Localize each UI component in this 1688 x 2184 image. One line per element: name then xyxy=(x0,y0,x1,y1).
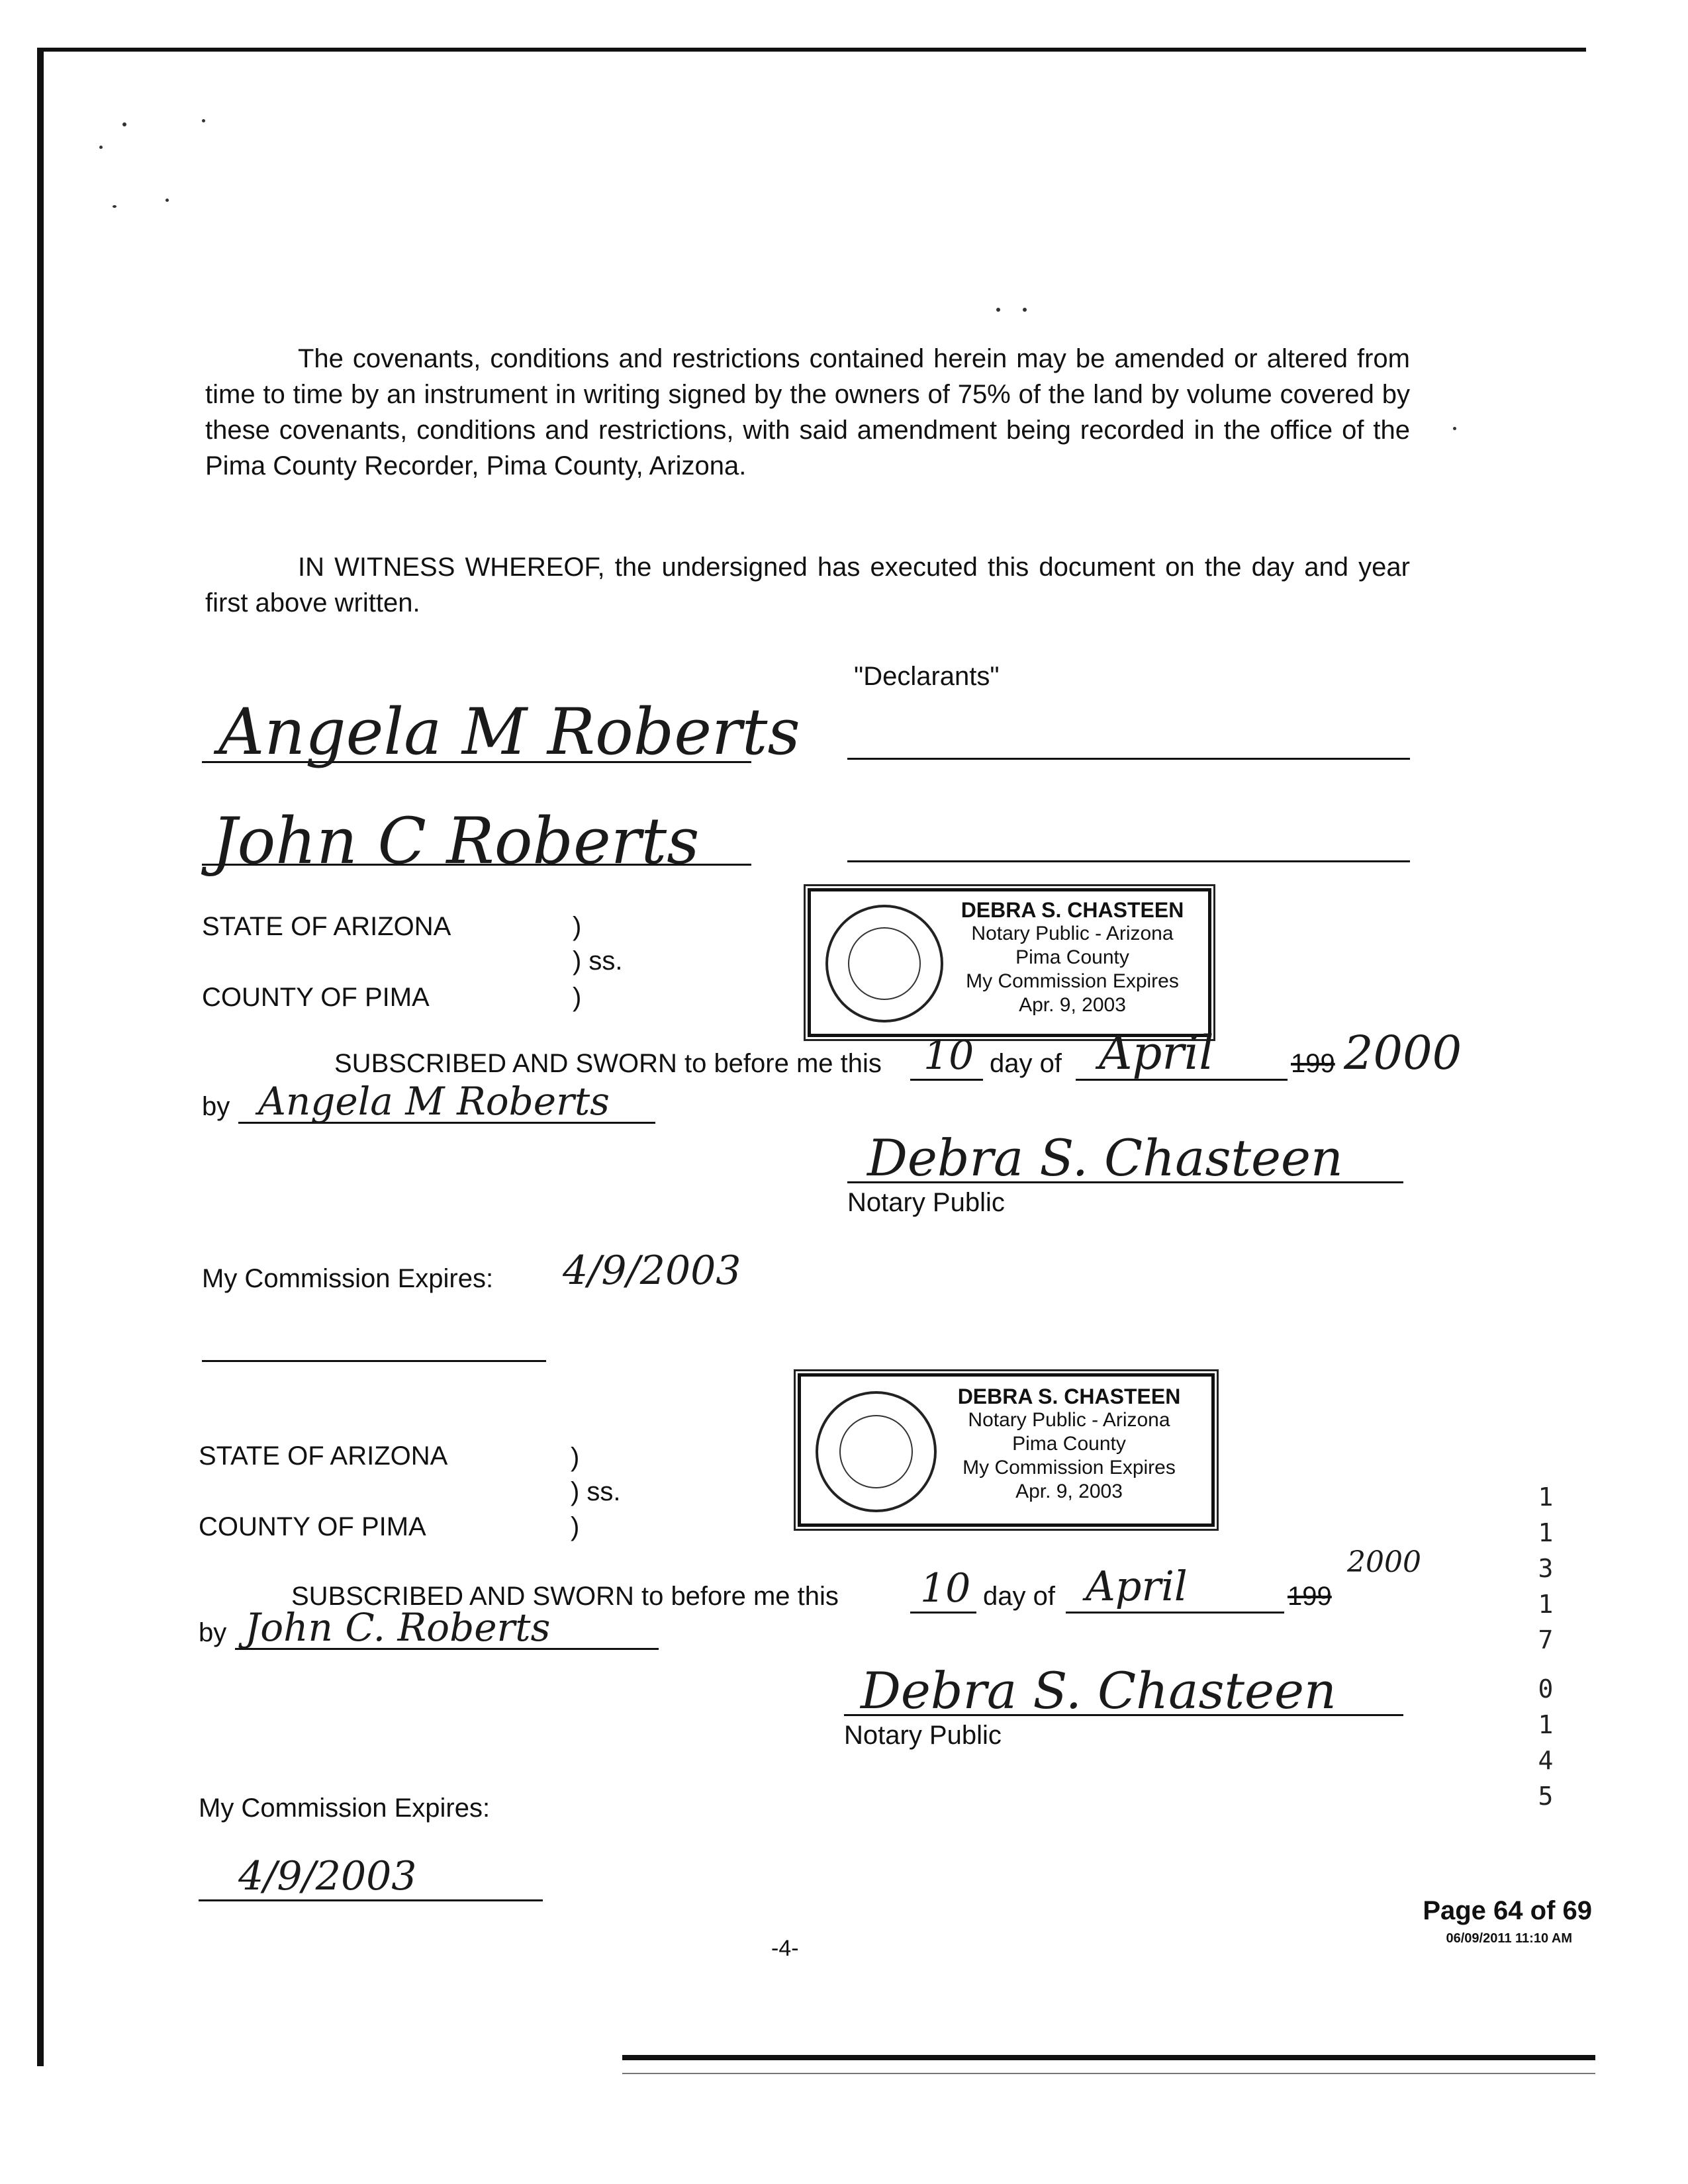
recording-number: 1 1 3 1 7 0 1 4 5 xyxy=(1538,1482,1554,1811)
separator-line xyxy=(202,1360,546,1362)
notary-public-label: Notary Public xyxy=(847,1188,1005,1217)
signature-line-blank xyxy=(847,860,1410,862)
by-label: by xyxy=(199,1618,227,1647)
county-label: COUNTY OF PIMA xyxy=(199,1512,426,1541)
commission-label: My Commission Expires: xyxy=(199,1794,491,1823)
amendment-paragraph: The covenants, conditions and restrictions contained herein may be amended or altered from time to time by an instrument in writing signed by the owners of 75% of the land by volume covered by these covenants, conditions and restrictions, with said amendment being recorded in the office of the Pima County Recorder, Pima County, Arizona. xyxy=(205,344,1410,480)
day-of-label: day of xyxy=(990,1049,1062,1078)
month-value: April xyxy=(1099,1026,1214,1080)
commission-label: My Commission Expires: xyxy=(202,1264,494,1293)
signature-angela-roberts: Angela M Roberts xyxy=(218,695,800,769)
stamp-text: DEBRA S. CHASTEEN Notary Public - Arizona Pima County My Commission Expires Apr. 9, 2003 xyxy=(957,1385,1181,1502)
state-label: STATE OF ARIZONA xyxy=(199,1441,448,1471)
declarants-label: "Declarants" xyxy=(854,662,1000,691)
notary-stamp xyxy=(808,888,1211,1037)
day-value: 10 xyxy=(920,1565,971,1612)
page-border-bottom-thin xyxy=(622,2073,1595,2074)
scan-speck xyxy=(113,205,117,208)
bracket: ) xyxy=(573,983,582,1012)
bracket: ) xyxy=(573,912,582,941)
notary-stamp xyxy=(798,1373,1215,1527)
sworn-text: SUBSCRIBED AND SWORN to before me this xyxy=(334,1049,882,1078)
scan-speck xyxy=(99,146,103,149)
page-border-left xyxy=(37,48,44,2066)
bracket: ) xyxy=(571,1512,580,1541)
signature-john-roberts: John C Roberts xyxy=(212,804,700,878)
notary-signature: Debra S. Chasteen xyxy=(867,1128,1343,1187)
commission-value: 4/9/2003 xyxy=(563,1248,741,1294)
commission-value: 4/9/2003 xyxy=(238,1853,417,1899)
witness-paragraph: IN WITNESS WHEREOF, the undersigned has executed this document on the day and year first above written. xyxy=(205,553,1410,617)
bracket: ) xyxy=(571,1443,580,1472)
ss-label: ) ss. xyxy=(573,946,623,976)
by-value: John C. Roberts xyxy=(245,1605,551,1650)
signature-line-blank xyxy=(847,758,1410,760)
sworn-text: SUBSCRIBED AND SWORN to before me this xyxy=(291,1582,839,1611)
scan-speck xyxy=(1453,427,1456,430)
scan-speck xyxy=(122,122,126,126)
day-value: 10 xyxy=(923,1032,974,1079)
page-of-label: Page 64 of 69 xyxy=(1423,1896,1592,1925)
by-value: Angela M Roberts xyxy=(258,1079,610,1124)
by-label: by xyxy=(202,1092,230,1121)
page-number: -4- xyxy=(771,1936,799,1961)
page-border-top xyxy=(37,48,1586,52)
state-label: STATE OF ARIZONA xyxy=(202,912,451,941)
scan-speck xyxy=(165,199,169,202)
state-seal-icon xyxy=(825,905,943,1023)
year-prefix: 199 xyxy=(1291,1049,1335,1078)
scan-speck xyxy=(1023,308,1027,312)
state-seal-icon xyxy=(816,1391,937,1512)
page-border-bottom xyxy=(622,2055,1595,2060)
month-value: April xyxy=(1086,1562,1188,1610)
notary-signature: Debra S. Chasteen xyxy=(861,1661,1336,1720)
year-prefix: 199 xyxy=(1288,1582,1332,1611)
year-value: 2000 xyxy=(1344,1026,1462,1080)
year-value: 2000 xyxy=(1347,1545,1421,1579)
stamp-text: DEBRA S. CHASTEEN Notary Public - Arizona Pima County My Commission Expires Apr. 9, 2003 xyxy=(961,898,1184,1016)
scan-speck xyxy=(202,119,205,122)
county-label: COUNTY OF PIMA xyxy=(202,983,430,1012)
scan-speck xyxy=(996,308,1000,312)
day-of-label: day of xyxy=(983,1582,1055,1611)
timestamp: 06/09/2011 11:10 AM xyxy=(1446,1931,1572,1946)
ss-label: ) ss. xyxy=(571,1477,621,1506)
notary-public-label: Notary Public xyxy=(844,1721,1002,1750)
